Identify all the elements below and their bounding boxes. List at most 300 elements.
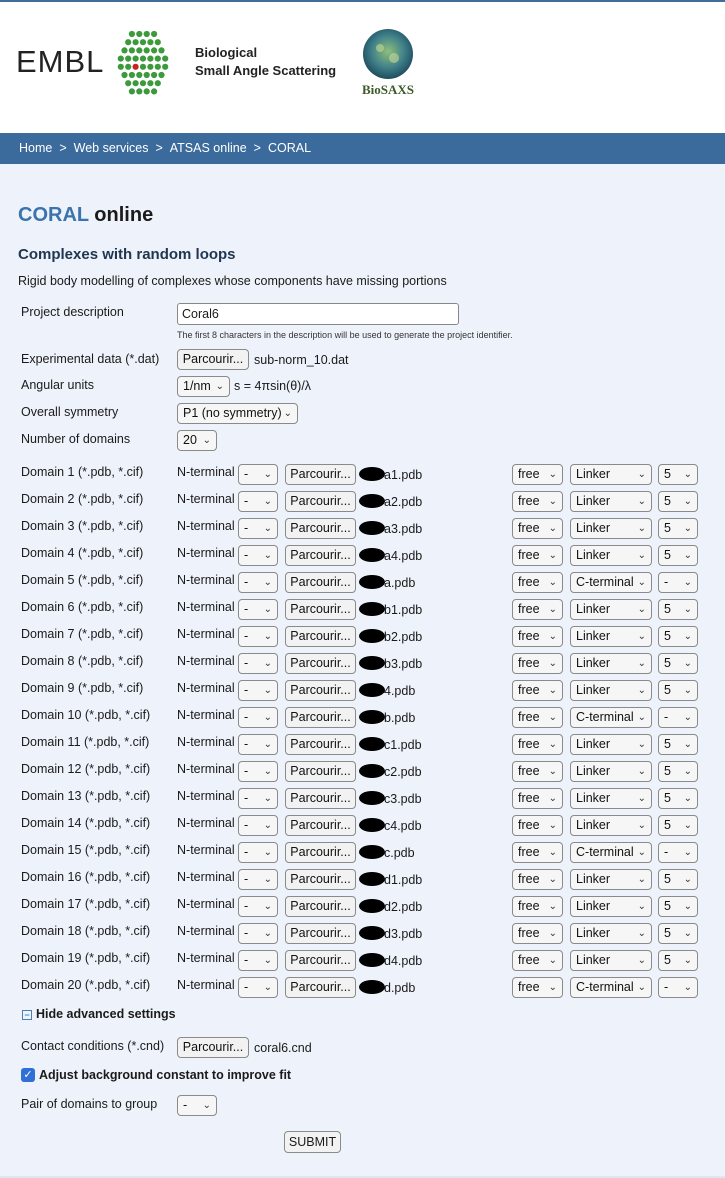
chevron-down-icon: ⌄ bbox=[683, 469, 692, 480]
chevron-down-icon: ⌄ bbox=[215, 381, 224, 392]
domain-mode-select[interactable] bbox=[512, 761, 563, 782]
domain-count-value: 5 bbox=[664, 791, 671, 805]
chevron-down-icon: ⌄ bbox=[637, 631, 646, 642]
chevron-down-icon: ⌄ bbox=[263, 523, 272, 534]
chevron-down-icon: ⌄ bbox=[637, 847, 646, 858]
domain-mode-select[interactable] bbox=[512, 626, 563, 647]
adjust-background-label: Adjust background constant to improve fit bbox=[39, 1068, 292, 1082]
n-terminal-value: - bbox=[244, 926, 249, 940]
domain-count-value: 5 bbox=[664, 548, 671, 562]
chevron-down-icon: ⌄ bbox=[263, 982, 272, 993]
number-of-domains-select[interactable] bbox=[177, 430, 217, 451]
n-terminal-select[interactable] bbox=[238, 707, 278, 728]
domain-filename: b2.pdb bbox=[384, 630, 423, 644]
domain-filename: a1.pdb bbox=[384, 468, 423, 482]
chevron-down-icon: ⌄ bbox=[683, 496, 692, 507]
domain-mode-select[interactable] bbox=[512, 545, 563, 566]
domain-mode-select[interactable] bbox=[512, 464, 563, 485]
domain-type-value: Linker bbox=[576, 656, 611, 670]
biosaxs-logo-icon[interactable] bbox=[360, 28, 416, 98]
domain-filename: d.pdb bbox=[384, 981, 416, 995]
domain-mode-select[interactable] bbox=[512, 842, 563, 863]
domain-type-value: Linker bbox=[576, 521, 611, 535]
domain-mode-value: free bbox=[518, 818, 540, 832]
page-subtitle: Complexes with random loops bbox=[18, 246, 236, 263]
redaction-mark bbox=[359, 548, 385, 562]
n-terminal-value: - bbox=[244, 872, 249, 886]
chevron-down-icon: ⌄ bbox=[683, 631, 692, 642]
n-terminal-select[interactable] bbox=[238, 653, 278, 674]
n-terminal-label: N-terminal bbox=[177, 924, 235, 938]
domain-mode-value: free bbox=[518, 845, 540, 859]
hide-advanced-settings-label[interactable]: Hide advanced settings bbox=[36, 1007, 176, 1021]
domain-browse-button[interactable]: Parcourir... bbox=[285, 788, 356, 809]
domain-mode-select[interactable] bbox=[512, 491, 563, 512]
chevron-down-icon: ⌄ bbox=[548, 982, 557, 993]
chevron-down-icon: ⌄ bbox=[548, 523, 557, 534]
page-title bbox=[18, 204, 153, 227]
chevron-down-icon: ⌄ bbox=[548, 577, 557, 588]
chevron-down-icon: ⌄ bbox=[263, 820, 272, 831]
domain-type-select[interactable] bbox=[570, 842, 652, 863]
collapse-icon[interactable]: − bbox=[22, 1010, 32, 1020]
n-terminal-label: N-terminal bbox=[177, 735, 235, 749]
angular-units-select[interactable] bbox=[177, 376, 230, 397]
n-terminal-value: - bbox=[244, 548, 249, 562]
redaction-mark bbox=[359, 602, 385, 616]
domain-browse-button[interactable]: Parcourir... bbox=[285, 707, 356, 728]
domain-type-select[interactable] bbox=[570, 761, 652, 782]
chevron-down-icon: ⌄ bbox=[548, 685, 557, 696]
chevron-down-icon: ⌄ bbox=[637, 523, 646, 534]
n-terminal-label: N-terminal bbox=[177, 897, 235, 911]
domain-browse-button[interactable]: Parcourir... bbox=[285, 950, 356, 971]
domain-mode-select[interactable] bbox=[512, 734, 563, 755]
domain-count-value: 5 bbox=[664, 899, 671, 913]
domain-count-select[interactable] bbox=[658, 950, 698, 971]
domain-count-select[interactable] bbox=[658, 896, 698, 917]
domain-count-select[interactable] bbox=[658, 869, 698, 890]
chevron-down-icon: ⌄ bbox=[283, 408, 292, 419]
domain-count-select[interactable] bbox=[658, 977, 698, 998]
domain-browse-button[interactable]: Parcourir... bbox=[285, 977, 356, 998]
breadcrumb-atsas-online[interactable]: ATSAS online bbox=[169, 141, 247, 155]
domain-browse-button[interactable]: Parcourir... bbox=[285, 923, 356, 944]
domain-browse-button[interactable]: Parcourir... bbox=[285, 842, 356, 863]
domain-count-select[interactable] bbox=[658, 923, 698, 944]
submit-button[interactable]: SUBMIT bbox=[284, 1131, 341, 1153]
domain-browse-button[interactable]: Parcourir... bbox=[285, 545, 356, 566]
domain-filename: b.pdb bbox=[384, 711, 416, 725]
breadcrumb-separator: > bbox=[253, 141, 261, 155]
chevron-down-icon: ⌄ bbox=[548, 550, 557, 561]
domain-browse-button[interactable]: Parcourir... bbox=[285, 599, 356, 620]
domain-type-value: Linker bbox=[576, 629, 611, 643]
n-terminal-select[interactable] bbox=[238, 842, 278, 863]
domain-count-value: - bbox=[664, 710, 669, 724]
experimental-data-browse-button[interactable]: Parcourir... bbox=[177, 349, 249, 370]
domain-type-select[interactable] bbox=[570, 680, 652, 701]
chevron-down-icon: ⌄ bbox=[637, 496, 646, 507]
n-terminal-value: - bbox=[244, 764, 249, 778]
domain-type-select[interactable] bbox=[570, 518, 652, 539]
chevron-down-icon: ⌄ bbox=[548, 847, 557, 858]
domain-type-value: Linker bbox=[576, 872, 611, 886]
domain-browse-button[interactable]: Parcourir... bbox=[285, 734, 356, 755]
domain-mode-value: free bbox=[518, 494, 540, 508]
domain-mode-select[interactable] bbox=[512, 815, 563, 836]
domain-count-select[interactable] bbox=[658, 545, 698, 566]
domain-mode-value: free bbox=[518, 926, 540, 940]
chevron-down-icon: ⌄ bbox=[548, 766, 557, 777]
domain-label: Domain 10 (*.pdb, *.cif) bbox=[21, 708, 151, 722]
redaction-mark bbox=[359, 926, 385, 940]
domain-type-value: Linker bbox=[576, 602, 611, 616]
domain-mode-select[interactable] bbox=[512, 572, 563, 593]
breadcrumb-separator: > bbox=[59, 141, 67, 155]
domain-type-value: Linker bbox=[576, 953, 611, 967]
domain-mode-select[interactable] bbox=[512, 869, 563, 890]
n-terminal-label: N-terminal bbox=[177, 762, 235, 776]
pair-of-domains-value: - bbox=[183, 1098, 188, 1112]
n-terminal-select[interactable] bbox=[238, 518, 278, 539]
domain-browse-button[interactable]: Parcourir... bbox=[285, 518, 356, 539]
page-title-accent: CORAL bbox=[18, 204, 89, 226]
domain-mode-select[interactable] bbox=[512, 923, 563, 944]
contact-conditions-browse-button[interactable]: Parcourir... bbox=[177, 1037, 249, 1058]
n-terminal-select[interactable] bbox=[238, 950, 278, 971]
angular-units-label: Angular units bbox=[21, 378, 94, 392]
n-terminal-select[interactable] bbox=[238, 923, 278, 944]
n-terminal-value: - bbox=[244, 899, 249, 913]
domain-mode-select[interactable] bbox=[512, 599, 563, 620]
domain-filename: c4.pdb bbox=[384, 819, 422, 833]
domain-type-select[interactable] bbox=[570, 977, 652, 998]
n-terminal-select[interactable] bbox=[238, 896, 278, 917]
domain-label: Domain 14 (*.pdb, *.cif) bbox=[21, 816, 151, 830]
n-terminal-value: - bbox=[244, 656, 249, 670]
redaction-mark bbox=[359, 845, 385, 859]
domain-type-value: Linker bbox=[576, 467, 611, 481]
domain-mode-value: free bbox=[518, 791, 540, 805]
chevron-down-icon: ⌄ bbox=[548, 901, 557, 912]
domain-count-select[interactable] bbox=[658, 842, 698, 863]
n-terminal-select[interactable] bbox=[238, 815, 278, 836]
domain-type-select[interactable] bbox=[570, 923, 652, 944]
domain-mode-value: free bbox=[518, 710, 540, 724]
n-terminal-value: - bbox=[244, 629, 249, 643]
domain-mode-value: free bbox=[518, 656, 540, 670]
overall-symmetry-value: P1 (no symmetry) bbox=[183, 406, 282, 420]
chevron-down-icon: ⌄ bbox=[683, 685, 692, 696]
domain-count-select[interactable] bbox=[658, 599, 698, 620]
domain-label: Domain 4 (*.pdb, *.cif) bbox=[21, 546, 144, 560]
chevron-down-icon: ⌄ bbox=[263, 496, 272, 507]
domain-label: Domain 6 (*.pdb, *.cif) bbox=[21, 600, 144, 614]
n-terminal-select[interactable] bbox=[238, 545, 278, 566]
redaction-mark bbox=[359, 872, 385, 886]
domain-label: Domain 20 (*.pdb, *.cif) bbox=[21, 978, 151, 992]
domain-mode-value: free bbox=[518, 602, 540, 616]
domain-mode-value: free bbox=[518, 467, 540, 481]
chevron-down-icon: ⌄ bbox=[263, 739, 272, 750]
domain-count-select[interactable] bbox=[658, 761, 698, 782]
chevron-down-icon: ⌄ bbox=[637, 658, 646, 669]
redaction-mark bbox=[359, 467, 385, 481]
n-terminal-select[interactable] bbox=[238, 464, 278, 485]
domain-type-value: Linker bbox=[576, 818, 611, 832]
domain-type-select[interactable] bbox=[570, 815, 652, 836]
domain-count-select[interactable] bbox=[658, 491, 698, 512]
n-terminal-label: N-terminal bbox=[177, 978, 235, 992]
chevron-down-icon: ⌄ bbox=[202, 435, 211, 446]
domain-browse-button[interactable]: Parcourir... bbox=[285, 869, 356, 890]
chevron-down-icon: ⌄ bbox=[637, 469, 646, 480]
domain-count-value: 5 bbox=[664, 521, 671, 535]
domain-count-value: 5 bbox=[664, 494, 671, 508]
domain-type-value: Linker bbox=[576, 548, 611, 562]
domain-browse-button[interactable]: Parcourir... bbox=[285, 626, 356, 647]
domain-filename: b1.pdb bbox=[384, 603, 423, 617]
hide-advanced-settings-toggle[interactable] bbox=[22, 1007, 176, 1021]
chevron-down-icon: ⌄ bbox=[683, 955, 692, 966]
number-of-domains-value: 20 bbox=[183, 433, 197, 447]
domain-type-select[interactable] bbox=[570, 734, 652, 755]
domain-mode-select[interactable] bbox=[512, 707, 563, 728]
chevron-down-icon: ⌄ bbox=[263, 766, 272, 777]
redaction-mark bbox=[359, 980, 385, 994]
domain-count-select[interactable] bbox=[658, 464, 698, 485]
n-terminal-value: - bbox=[244, 845, 249, 859]
n-terminal-select[interactable] bbox=[238, 977, 278, 998]
chevron-down-icon: ⌄ bbox=[548, 604, 557, 615]
domain-mode-select[interactable] bbox=[512, 680, 563, 701]
n-terminal-label: N-terminal bbox=[177, 546, 235, 560]
n-terminal-select[interactable] bbox=[238, 734, 278, 755]
domain-filename: d3.pdb bbox=[384, 927, 423, 941]
chevron-down-icon: ⌄ bbox=[548, 874, 557, 885]
domain-type-value: C-terminal bbox=[576, 575, 634, 589]
number-of-domains-label: Number of domains bbox=[21, 432, 131, 446]
redaction-mark bbox=[359, 656, 385, 670]
n-terminal-label: N-terminal bbox=[177, 789, 235, 803]
pair-of-domains-select[interactable] bbox=[177, 1095, 217, 1116]
chevron-down-icon: ⌄ bbox=[263, 874, 272, 885]
domain-type-select[interactable] bbox=[570, 545, 652, 566]
domain-count-value: 5 bbox=[664, 683, 671, 697]
chevron-down-icon: ⌄ bbox=[263, 658, 272, 669]
embl-logo-text[interactable]: EMBL bbox=[16, 44, 105, 79]
domain-label: Domain 19 (*.pdb, *.cif) bbox=[21, 951, 151, 965]
n-terminal-value: - bbox=[244, 494, 249, 508]
domain-type-select[interactable] bbox=[570, 707, 652, 728]
domain-mode-select[interactable] bbox=[512, 518, 563, 539]
domain-count-select[interactable] bbox=[658, 653, 698, 674]
domain-count-value: 5 bbox=[664, 926, 671, 940]
n-terminal-value: - bbox=[244, 710, 249, 724]
site-title-line1: Biological bbox=[195, 45, 258, 60]
pair-of-domains-label: Pair of domains to group bbox=[21, 1097, 158, 1111]
n-terminal-select[interactable] bbox=[238, 788, 278, 809]
domain-browse-button[interactable]: Parcourir... bbox=[285, 653, 356, 674]
chevron-down-icon: ⌄ bbox=[548, 469, 557, 480]
chevron-down-icon: ⌄ bbox=[637, 712, 646, 723]
project-description-input[interactable]: Coral6 bbox=[177, 303, 459, 325]
project-description-label: Project description bbox=[21, 305, 124, 319]
domain-browse-button[interactable]: Parcourir... bbox=[285, 761, 356, 782]
adjust-background-checkbox[interactable]: ✓ bbox=[21, 1068, 35, 1082]
domain-count-value: 5 bbox=[664, 764, 671, 778]
page-description: Rigid body modelling of complexes whose components have missing portions bbox=[18, 274, 447, 288]
chevron-down-icon: ⌄ bbox=[683, 523, 692, 534]
redaction-mark bbox=[359, 764, 385, 778]
chevron-down-icon: ⌄ bbox=[263, 550, 272, 561]
redaction-mark bbox=[359, 683, 385, 697]
angular-units-value: 1/nm bbox=[183, 379, 211, 393]
domain-count-select[interactable] bbox=[658, 518, 698, 539]
domain-count-select[interactable] bbox=[658, 788, 698, 809]
domain-count-value: 5 bbox=[664, 872, 671, 886]
site-title-line2: Small Angle Scattering bbox=[195, 63, 337, 78]
redaction-mark bbox=[359, 899, 385, 913]
n-terminal-label: N-terminal bbox=[177, 681, 235, 695]
chevron-down-icon: ⌄ bbox=[548, 739, 557, 750]
domain-type-select[interactable] bbox=[570, 572, 652, 593]
chevron-down-icon: ⌄ bbox=[637, 685, 646, 696]
redaction-mark bbox=[359, 575, 385, 589]
n-terminal-label: N-terminal bbox=[177, 654, 235, 668]
domain-type-select[interactable] bbox=[570, 464, 652, 485]
domain-label: Domain 16 (*.pdb, *.cif) bbox=[21, 870, 151, 884]
site-header bbox=[0, 2, 725, 133]
n-terminal-select[interactable] bbox=[238, 761, 278, 782]
chevron-down-icon: ⌄ bbox=[263, 469, 272, 480]
chevron-down-icon: ⌄ bbox=[263, 685, 272, 696]
chevron-down-icon: ⌄ bbox=[683, 928, 692, 939]
domain-type-value: C-terminal bbox=[576, 980, 634, 994]
redaction-mark bbox=[359, 737, 385, 751]
domain-browse-button[interactable]: Parcourir... bbox=[285, 572, 356, 593]
chevron-down-icon: ⌄ bbox=[202, 1100, 211, 1111]
chevron-down-icon: ⌄ bbox=[548, 631, 557, 642]
domain-mode-value: free bbox=[518, 737, 540, 751]
domain-mode-value: free bbox=[518, 953, 540, 967]
domain-browse-button[interactable]: Parcourir... bbox=[285, 896, 356, 917]
redaction-mark bbox=[359, 629, 385, 643]
domain-count-value: - bbox=[664, 845, 669, 859]
domain-type-value: Linker bbox=[576, 791, 611, 805]
chevron-down-icon: ⌄ bbox=[637, 604, 646, 615]
n-terminal-select[interactable] bbox=[238, 572, 278, 593]
domain-count-select[interactable] bbox=[658, 626, 698, 647]
chevron-down-icon: ⌄ bbox=[548, 712, 557, 723]
chevron-down-icon: ⌄ bbox=[637, 793, 646, 804]
n-terminal-label: N-terminal bbox=[177, 519, 235, 533]
angular-units-formula: s = 4πsin(θ)/λ bbox=[234, 379, 312, 393]
domain-type-select[interactable] bbox=[570, 653, 652, 674]
domain-mode-select[interactable] bbox=[512, 950, 563, 971]
domain-type-select[interactable] bbox=[570, 896, 652, 917]
domain-count-select[interactable] bbox=[658, 680, 698, 701]
domain-filename: a2.pdb bbox=[384, 495, 423, 509]
redaction-mark bbox=[359, 818, 385, 832]
n-terminal-label: N-terminal bbox=[177, 843, 235, 857]
domain-type-select[interactable] bbox=[570, 869, 652, 890]
chevron-down-icon: ⌄ bbox=[683, 793, 692, 804]
chevron-down-icon: ⌄ bbox=[263, 712, 272, 723]
domain-label: Domain 18 (*.pdb, *.cif) bbox=[21, 924, 151, 938]
domain-mode-value: free bbox=[518, 521, 540, 535]
overall-symmetry-select[interactable] bbox=[177, 403, 298, 424]
domain-type-select[interactable] bbox=[570, 599, 652, 620]
domain-browse-button[interactable]: Parcourir... bbox=[285, 815, 356, 836]
domain-mode-select[interactable] bbox=[512, 653, 563, 674]
n-terminal-select[interactable] bbox=[238, 869, 278, 890]
domain-count-value: 5 bbox=[664, 656, 671, 670]
domain-mode-select[interactable] bbox=[512, 977, 563, 998]
redaction-mark bbox=[359, 791, 385, 805]
chevron-down-icon: ⌄ bbox=[548, 793, 557, 804]
domain-type-select[interactable] bbox=[570, 788, 652, 809]
n-terminal-label: N-terminal bbox=[177, 870, 235, 884]
n-terminal-value: - bbox=[244, 575, 249, 589]
domain-label: Domain 7 (*.pdb, *.cif) bbox=[21, 627, 144, 641]
n-terminal-select[interactable] bbox=[238, 491, 278, 512]
n-terminal-label: N-terminal bbox=[177, 465, 235, 479]
domain-filename: a4.pdb bbox=[384, 549, 423, 563]
domain-filename: c.pdb bbox=[384, 846, 415, 860]
domain-filename: c3.pdb bbox=[384, 792, 422, 806]
domain-type-select[interactable] bbox=[570, 491, 652, 512]
chevron-down-icon: ⌄ bbox=[637, 955, 646, 966]
chevron-down-icon: ⌄ bbox=[637, 901, 646, 912]
n-terminal-select[interactable] bbox=[238, 680, 278, 701]
n-terminal-label: N-terminal bbox=[177, 951, 235, 965]
domain-type-value: C-terminal bbox=[576, 845, 634, 859]
domain-browse-button[interactable]: Parcourir... bbox=[285, 680, 356, 701]
breadcrumb-web-services[interactable]: Web services bbox=[73, 141, 149, 155]
chevron-down-icon: ⌄ bbox=[263, 577, 272, 588]
domain-type-select[interactable] bbox=[570, 950, 652, 971]
site-title[interactable] bbox=[195, 44, 336, 80]
domain-count-select[interactable] bbox=[658, 734, 698, 755]
breadcrumb-home[interactable]: Home bbox=[19, 141, 53, 155]
n-terminal-label: N-terminal bbox=[177, 816, 235, 830]
n-terminal-value: - bbox=[244, 683, 249, 697]
domain-count-select[interactable] bbox=[658, 815, 698, 836]
domain-label: Domain 5 (*.pdb, *.cif) bbox=[21, 573, 144, 587]
domain-mode-value: free bbox=[518, 548, 540, 562]
domain-count-value: 5 bbox=[664, 629, 671, 643]
n-terminal-select[interactable] bbox=[238, 626, 278, 647]
chevron-down-icon: ⌄ bbox=[683, 658, 692, 669]
domain-browse-button[interactable]: Parcourir... bbox=[285, 464, 356, 485]
chevron-down-icon: ⌄ bbox=[683, 712, 692, 723]
domain-label: Domain 9 (*.pdb, *.cif) bbox=[21, 681, 144, 695]
n-terminal-value: - bbox=[244, 602, 249, 616]
domain-mode-select[interactable] bbox=[512, 788, 563, 809]
embl-logo-icon[interactable] bbox=[110, 29, 176, 97]
domain-mode-select[interactable] bbox=[512, 896, 563, 917]
chevron-down-icon: ⌄ bbox=[263, 955, 272, 966]
n-terminal-select[interactable] bbox=[238, 599, 278, 620]
domain-browse-button[interactable]: Parcourir... bbox=[285, 491, 356, 512]
domain-type-select[interactable] bbox=[570, 626, 652, 647]
domain-count-select[interactable] bbox=[658, 572, 698, 593]
domain-count-select[interactable] bbox=[658, 707, 698, 728]
domain-mode-value: free bbox=[518, 683, 540, 697]
breadcrumb bbox=[0, 133, 725, 164]
